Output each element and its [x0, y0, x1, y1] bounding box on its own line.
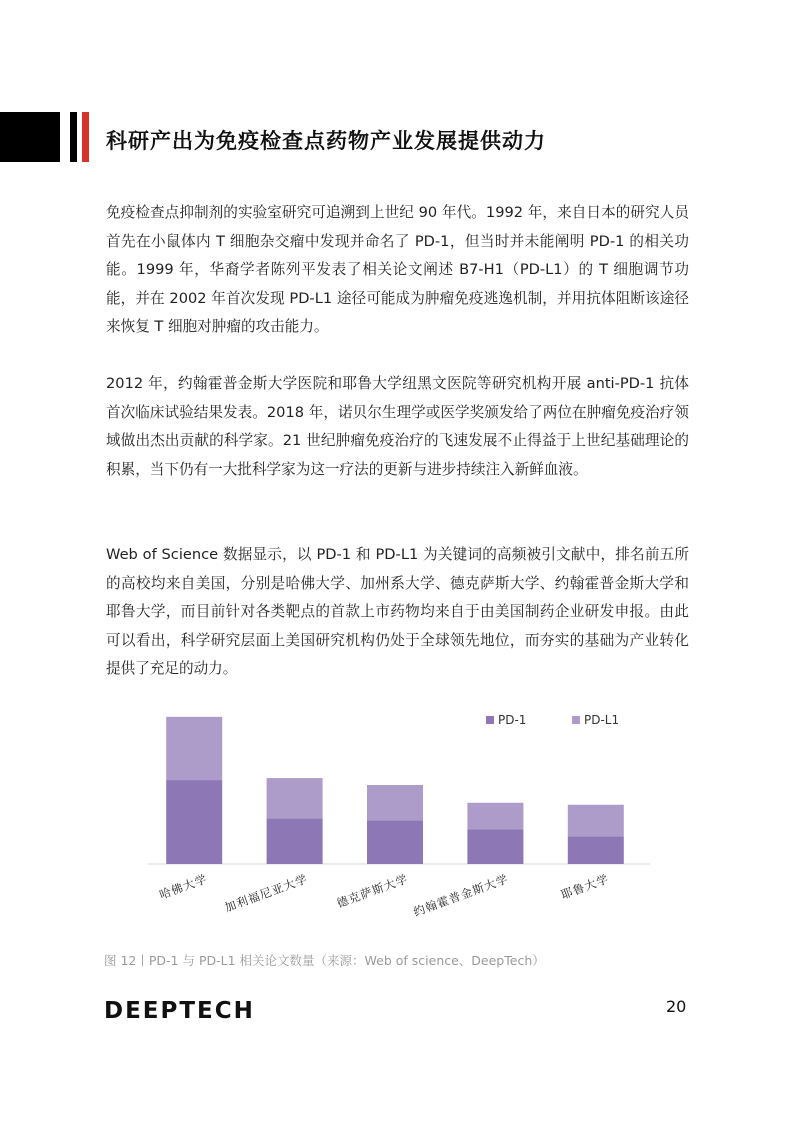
paragraph-3: Web of Science 数据显示，以 PD-1 和 PD-L1 为关键词的高频被引文献中，排名前五所的高校均来自美国，分别是哈佛大学、加州系大学、德克萨斯大学、约翰霍普金斯大学和耶鲁大学，而目前针对各类靶点的首款上市药物均来自于由美国制药企业研发申报。由此可以看出，科学研究层面上美国研究机构仍处于全球领先地位，而夯实的基础为产业转化提供了充足的动力。 [106, 546, 689, 678]
bar-pd1-0 [166, 780, 222, 864]
paragraph-1: 免疫检查点抑制剂的实验室研究可追溯到上世纪 90 年代。1992 年，来自日本的研究人员首先在小鼠体内 T 细胞杂交瘤中发现并命名了 PD-1，但当时并未能阐明 PD-1 的相关功能。1999 年，华裔学者陈列平发表了相关论文阐述 B7-H1（PD-L1）的 T 细胞调节功能，并在 2002 年首次发现 PD-L1 途径可能成为肿瘤免疫逃逸机制，并用抗体阻断该途径来恢复 T 细胞对肿瘤的攻击能力。 [106, 204, 689, 336]
bar-pdl1-4 [568, 805, 624, 837]
logo-text: DEEPTEC [104, 998, 234, 1024]
legend-label-1: PD-L1 [584, 713, 620, 727]
x-tick-label-0: 哈佛大学 [157, 871, 210, 902]
x-tick-label-2: 德克萨斯大学 [334, 871, 411, 911]
bar-pdl1-3 [467, 803, 523, 830]
bar-chart [120, 700, 680, 940]
page-number: 20 [666, 997, 687, 1016]
header-black-block [0, 112, 60, 162]
bar-pd1-3 [467, 829, 523, 864]
legend-swatch-1 [572, 716, 580, 724]
section-title: 科研产出为免疫检查点药物产业发展提供动力 [106, 129, 546, 153]
figure-caption: 图 12丨PD-1 与 PD-L1 相关论文数量（来源：Web of science、DeepTech） [104, 953, 545, 968]
legend-swatch-0 [486, 716, 494, 724]
bar-pdl1-1 [267, 778, 323, 818]
paragraph-2: 2012 年，约翰霍普金斯大学医院和耶鲁大学纽黑文医院等研究机构开展 anti-PD-1 抗体首次临床试验结果发表。2018 年，诺贝尔生理学或医学奖颁发给了两位在肿瘤免疫治疗领域做出杰出贡献的科学家。21 世纪肿瘤免疫治疗的飞速发展不止得益于上世纪基础理论的积累，当下仍有一大批科学家为这一疗法的更新与进步持续注入新鲜血液。 [106, 375, 689, 478]
x-tick-label-3: 约翰霍普金斯大学 [411, 871, 511, 920]
header-black-bar [70, 112, 77, 162]
logo-last-letter: H [233, 998, 255, 1024]
bar-pdl1-0 [166, 717, 222, 780]
bar-pdl1-2 [367, 785, 423, 821]
bar-pd1-1 [267, 819, 323, 864]
deeptech-logo [104, 998, 255, 1024]
bar-pd1-2 [367, 821, 423, 864]
x-tick-label-1: 加利福尼亚大学 [222, 871, 310, 915]
x-tick-label-4: 耶鲁大学 [559, 871, 611, 902]
bar-pd1-4 [568, 836, 624, 864]
legend-label-0: PD-1 [498, 713, 527, 727]
header-red-bar [82, 112, 89, 162]
